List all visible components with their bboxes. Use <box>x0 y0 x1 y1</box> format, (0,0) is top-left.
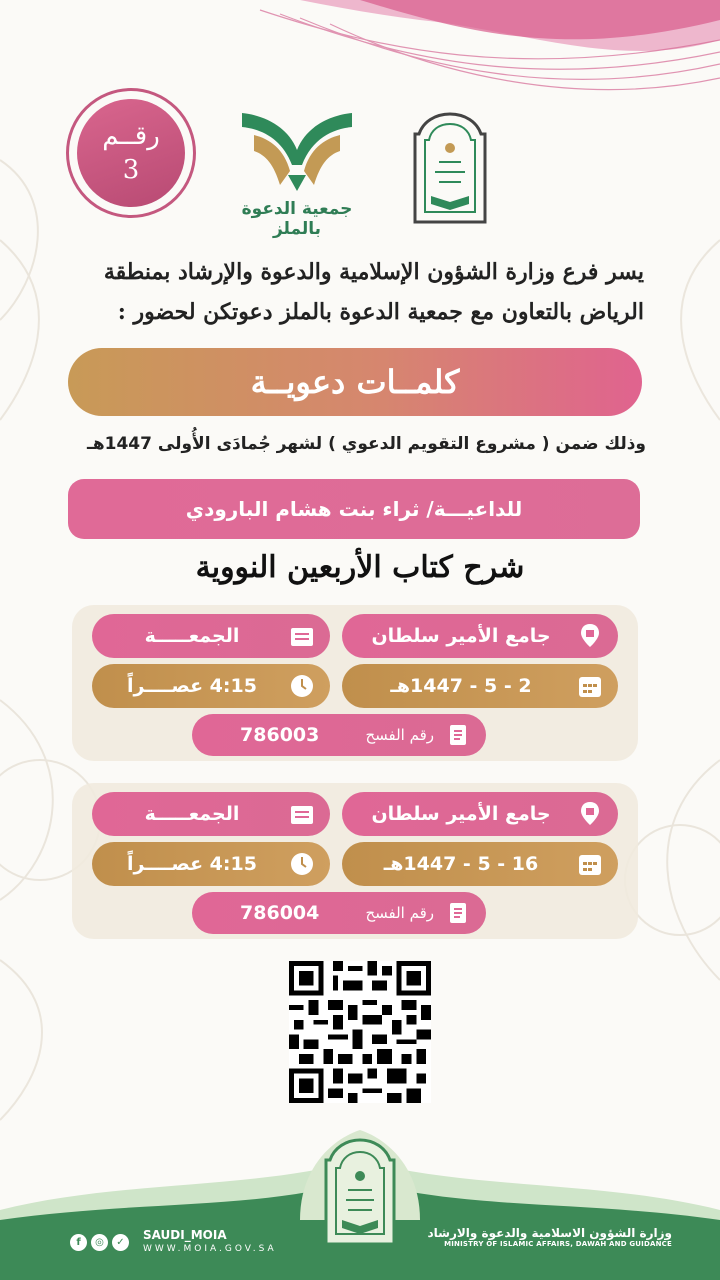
speaker-text: للداعيـــة/ ثراء بنت هشام البارودي <box>185 497 523 521</box>
location-text: جامع الأمير سلطان <box>371 625 551 647</box>
number-badge-inner <box>77 99 185 207</box>
footer-ministry <box>428 1226 673 1248</box>
fasah-chip <box>192 714 486 756</box>
location-text: جامع الأمير سلطان <box>371 803 551 825</box>
document-icon <box>444 721 472 749</box>
document-icon <box>444 899 472 927</box>
dawah-association-name: جمعية الدعوة بالملز <box>241 199 353 239</box>
location-icon <box>576 800 604 828</box>
location-chip <box>342 792 618 836</box>
dawah-association-logo <box>222 105 372 239</box>
twitter-icon[interactable]: ✓ <box>112 1234 129 1251</box>
footer-handle: SAUDI_MOIA <box>143 1228 227 1242</box>
title-text: كلمــات دعويــة <box>250 363 460 401</box>
instagram-icon[interactable]: ◎ <box>91 1234 108 1251</box>
intro-line-2: الرياض بالتعاون مع جمعية الدعوة بالملز دعوتكن لحضور : <box>117 299 644 325</box>
ministry-emblem-icon <box>405 112 495 224</box>
clock-icon <box>288 850 316 878</box>
session-card <box>72 605 638 761</box>
intro-line-1: يسر فرع وزارة الشؤون الإسلامية والدعوة والإرشاد بمنطقة <box>103 259 644 285</box>
time-chip <box>92 664 330 708</box>
date-chip <box>342 842 618 886</box>
number-value: 3 <box>122 155 140 185</box>
day-text: الجمعـــــة <box>144 803 240 825</box>
book-title: شرح كتاب الأربعين النووية <box>195 550 525 585</box>
calendar-day-icon <box>288 622 316 650</box>
time-text: 4:15 عصــــراً <box>127 853 257 875</box>
clock-icon <box>288 672 316 700</box>
footer-ministry-emblem-icon <box>318 1138 402 1246</box>
facebook-icon[interactable]: f <box>70 1234 87 1251</box>
date-chip <box>342 664 618 708</box>
location-chip <box>342 614 618 658</box>
day-chip <box>92 614 330 658</box>
fasah-label: رقم الفسح <box>365 904 434 922</box>
session-card <box>72 783 638 939</box>
time-chip <box>92 842 330 886</box>
qr-code-icon[interactable] <box>289 961 431 1103</box>
fasah-label: رقم الفسح <box>365 726 434 744</box>
time-text: 4:15 عصــــراً <box>127 675 257 697</box>
intro-text <box>54 252 644 332</box>
open-book-logo-icon <box>232 105 362 195</box>
footer-social <box>70 1228 277 1256</box>
number-label: رقــم <box>102 121 160 151</box>
subtitle-text: وذلك ضمن ( مشروع التقويم الدعوي ) لشهر جُمادَى الأُولى 1447هـ <box>87 434 646 454</box>
location-icon <box>576 622 604 650</box>
fasah-number: 786003 <box>240 724 320 746</box>
day-chip <box>92 792 330 836</box>
number-badge <box>66 88 196 218</box>
calendar-icon <box>576 672 604 700</box>
fasah-number: 786004 <box>240 902 320 924</box>
day-text: الجمعـــــة <box>144 625 240 647</box>
footer-ministry-en: MINISTRY OF ISLAMIC AFFAIRS, DAWAH AND GUIDANCE <box>444 1240 672 1248</box>
speaker-banner <box>68 479 640 539</box>
footer-ministry-ar: وزارة الشؤون الاسلامية والدعوة والارشاد <box>427 1226 672 1240</box>
calendar-day-icon <box>288 800 316 828</box>
footer-contact <box>143 1228 277 1256</box>
title-banner <box>68 348 642 416</box>
calendar-icon <box>576 850 604 878</box>
date-text: 16 - 5 - 1447هـ <box>383 853 539 875</box>
date-text: 2 - 5 - 1447هـ <box>390 675 532 697</box>
footer-website[interactable]: WWW.MOIA.GOV.SA <box>143 1244 277 1254</box>
fasah-chip <box>192 892 486 934</box>
